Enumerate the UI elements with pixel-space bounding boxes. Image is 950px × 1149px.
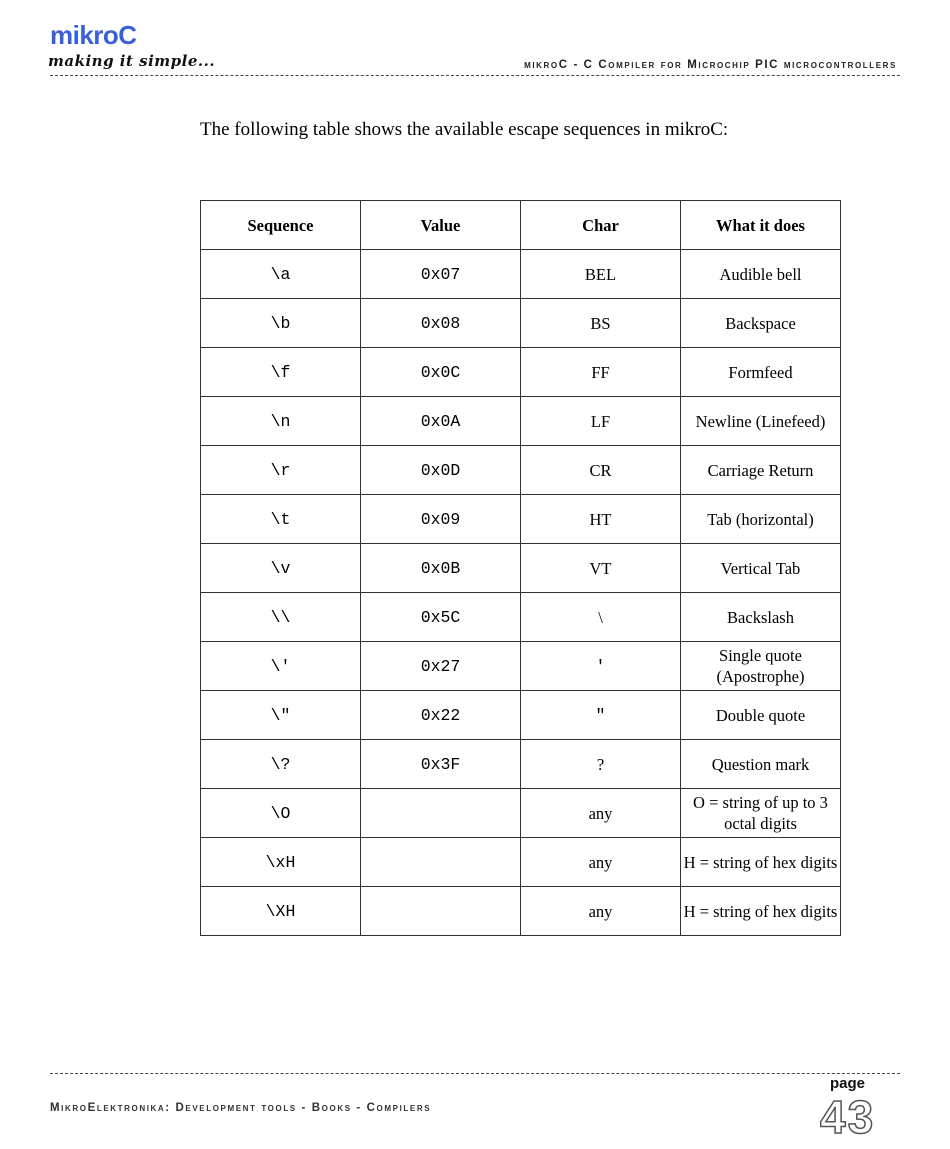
value-cell: 0x22 — [361, 691, 521, 740]
char-cell: \ — [521, 593, 681, 642]
sequence-cell: \? — [201, 740, 361, 789]
table-row — [201, 887, 841, 936]
char-cell: any — [521, 789, 681, 838]
char-cell: any — [521, 887, 681, 936]
value-cell — [361, 838, 521, 887]
value-cell: 0x0C — [361, 348, 521, 397]
table-header-row — [201, 201, 841, 250]
sequence-cell: \n — [201, 397, 361, 446]
column-header-description: What it does — [681, 201, 841, 250]
value-cell: 0x27 — [361, 642, 521, 691]
intro-paragraph: The following table shows the available escape sequences in mikroC: — [200, 119, 729, 140]
description-cell: O = string of up to 3 octal digits — [681, 789, 841, 838]
description-cell: Backslash — [681, 593, 841, 642]
column-header-value: Value — [361, 201, 521, 250]
description-cell: Backspace — [681, 299, 841, 348]
char-cell: " — [521, 691, 681, 740]
table-row — [201, 740, 841, 789]
value-cell: 0x0B — [361, 544, 521, 593]
value-cell: 0x5C — [361, 593, 521, 642]
sequence-cell: \" — [201, 691, 361, 740]
sequence-cell: \f — [201, 348, 361, 397]
table-row — [201, 544, 841, 593]
table-row — [201, 593, 841, 642]
value-cell: 0x07 — [361, 250, 521, 299]
tagline: making it simple... — [48, 52, 216, 70]
header-divider — [50, 75, 900, 76]
char-cell: BS — [521, 299, 681, 348]
table-row — [201, 446, 841, 495]
description-cell: Question mark — [681, 740, 841, 789]
value-cell: 0x08 — [361, 299, 521, 348]
footer-divider — [50, 1073, 900, 1074]
value-cell — [361, 789, 521, 838]
char-cell: FF — [521, 348, 681, 397]
sequence-cell: \r — [201, 446, 361, 495]
table-row — [201, 348, 841, 397]
column-header-sequence: Sequence — [201, 201, 361, 250]
table-row — [201, 691, 841, 740]
sequence-cell: \xH — [201, 838, 361, 887]
table-row — [201, 397, 841, 446]
description-cell: Tab (horizontal) — [681, 495, 841, 544]
char-cell: HT — [521, 495, 681, 544]
description-cell: Double quote — [681, 691, 841, 740]
value-cell: 0x09 — [361, 495, 521, 544]
table-row — [201, 642, 841, 691]
sequence-cell: \\ — [201, 593, 361, 642]
description-cell: Newline (Linefeed) — [681, 397, 841, 446]
table-row — [201, 789, 841, 838]
footer-text: MikroElektronika: Development tools - Books - Compilers — [50, 1102, 432, 1114]
sequence-cell: \t — [201, 495, 361, 544]
page-number: 43 — [820, 1091, 876, 1143]
char-cell: ' — [521, 642, 681, 691]
sequence-cell: \b — [201, 299, 361, 348]
value-cell — [361, 887, 521, 936]
description-cell: Audible bell — [681, 250, 841, 299]
table-row — [201, 838, 841, 887]
table-row — [201, 299, 841, 348]
char-cell: LF — [521, 397, 681, 446]
char-cell: ? — [521, 740, 681, 789]
sequence-cell: \XH — [201, 887, 361, 936]
description-cell: Carriage Return — [681, 446, 841, 495]
char-cell: any — [521, 838, 681, 887]
escape-sequence-table — [200, 200, 841, 936]
header-title: mikroC - C Compiler for Microchip PIC microcontrollers — [524, 59, 897, 71]
table-row — [201, 250, 841, 299]
char-cell: BEL — [521, 250, 681, 299]
page-label: page — [830, 1075, 866, 1092]
column-header-char: Char — [521, 201, 681, 250]
description-cell: H = string of hex digits — [681, 887, 841, 936]
value-cell: 0x3F — [361, 740, 521, 789]
char-cell: VT — [521, 544, 681, 593]
sequence-cell: \O — [201, 789, 361, 838]
sequence-cell: \v — [201, 544, 361, 593]
description-cell: Formfeed — [681, 348, 841, 397]
table-row — [201, 495, 841, 544]
sequence-cell: \' — [201, 642, 361, 691]
sequence-cell: \a — [201, 250, 361, 299]
description-cell: Vertical Tab — [681, 544, 841, 593]
value-cell: 0x0D — [361, 446, 521, 495]
char-cell: CR — [521, 446, 681, 495]
value-cell: 0x0A — [361, 397, 521, 446]
logo: mikroC — [50, 20, 137, 50]
description-cell: H = string of hex digits — [681, 838, 841, 887]
description-cell: Single quote (Apostrophe) — [681, 642, 841, 691]
